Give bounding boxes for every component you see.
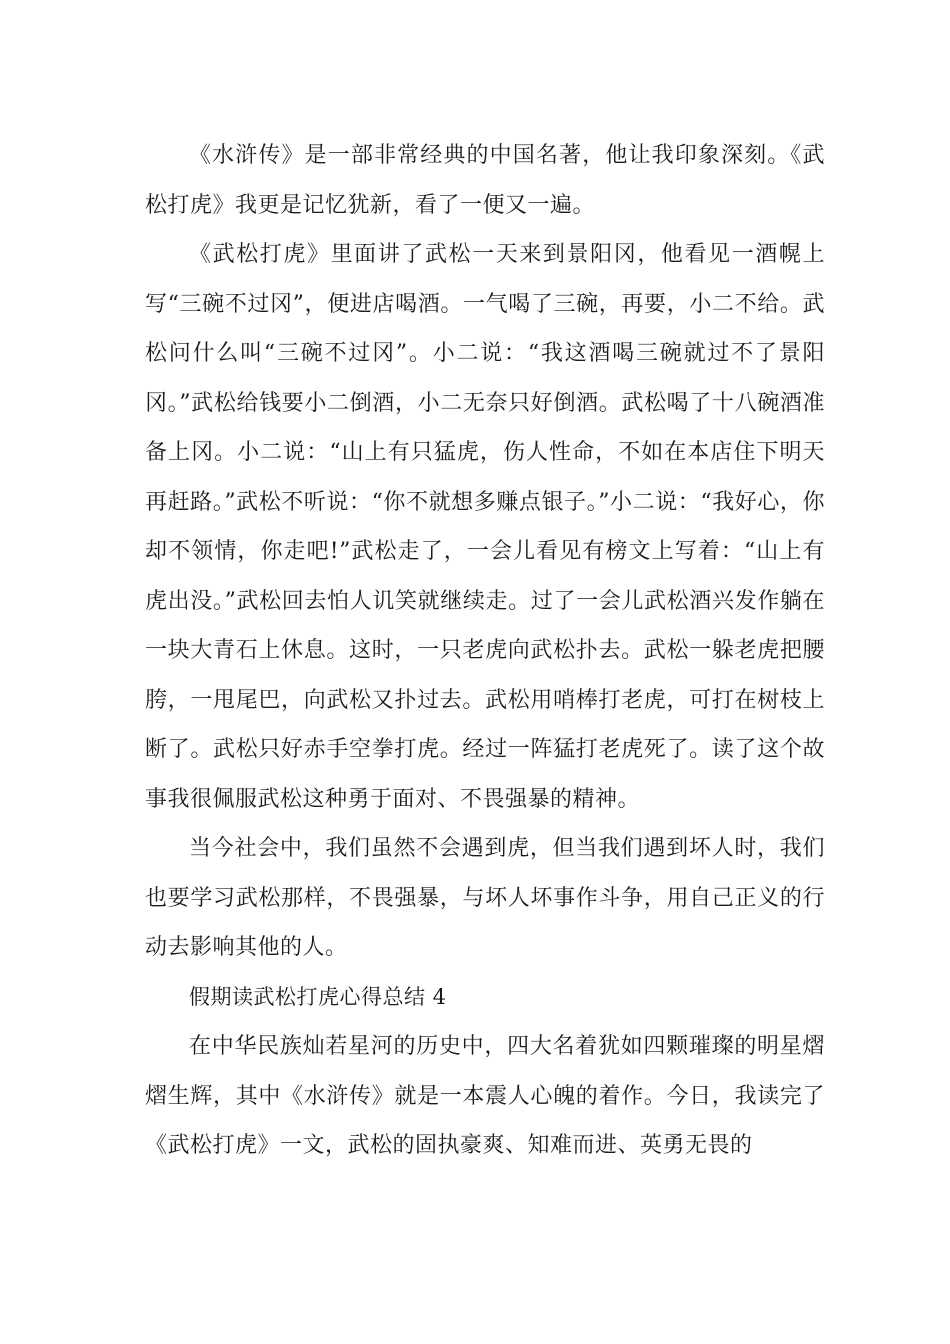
paragraph-reflection: 当今社会中，我们虽然不会遇到虎，但当我们遇到坏人时，我们也要学习武松那样，不畏强暴，与坏人坏事作斗争，用自己正义的行动去影响其他的人。: [145, 836, 825, 960]
paragraph-story: 《武松打虎》里面讲了武松一天来到景阳冈，他看见一酒幌上写“三碗不过冈”，便进店喝酒。一气喝了三碗，再要，小二不给。武松问什么叫“三碗不过冈”。小二说：“我这酒喝三碗就过不了景阳冈。”武松给钱要小二倒酒，小二无奈只好倒酒。武松喝了十八碗酒准备上冈。小二说：“山上有只猛虎，伤人性命，不如在本店住下明天再赶路。”武松不听说：“你不就想多赚点银子。”小二说：“我好心，你却不领情，你走吧!”武松走了，一会儿看见有榜文上写着：“山上有虎出没。”武松回去怕人讥笑就继续走。过了一会儿武松酒兴发作躺在一块大青石上休息。这时，一只老虎向武松扑去。武松一躲老虎把腰胯，一甩尾巴，向武松又扑过去。武松用哨棒打老虎，可打在树枝上断了。武松只好赤手空拳打虎。经过一阵猛打老虎死了。读了这个故事我很佩服武松这种勇于面对、不畏强暴的精神。: [145, 242, 825, 812]
paragraph-next-section: 在中华民族灿若星河的历史中，四大名着犹如四颗璀璨的明星熠熠生辉，其中《水浒传》就是一本震人心魄的着作。今日，我读完了《武松打虎》一文，武松的固执豪爽、知难而进、英勇无畏的: [145, 1034, 825, 1158]
document-body: [145, 131, 825, 1171]
section-heading: 假期读武松打虎心得总结 4: [189, 984, 447, 1009]
paragraph-intro: 《水浒传》是一部非常经典的中国名著，他让我印象深刻。《武松打虎》我更是记忆犹新，看了一便又一遍。: [145, 143, 825, 218]
